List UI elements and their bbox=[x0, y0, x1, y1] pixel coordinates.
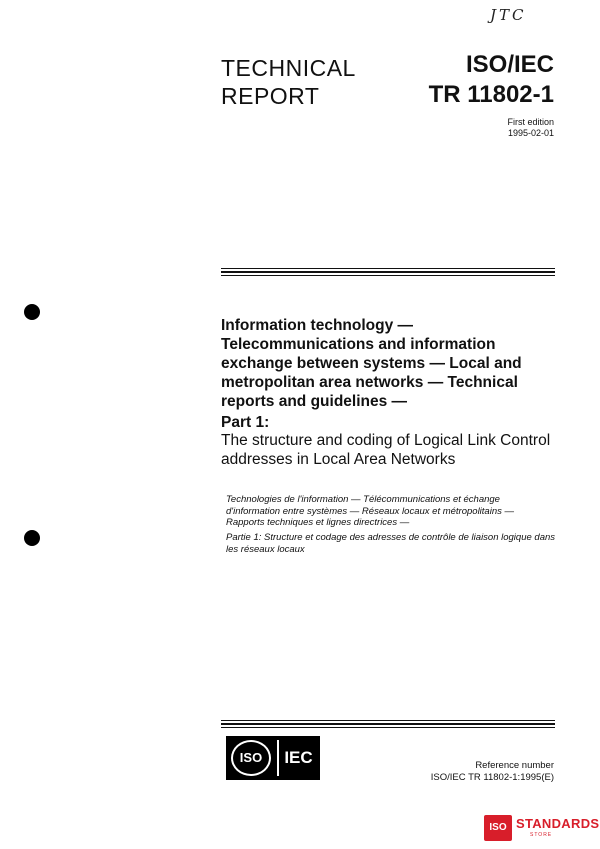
iec-logo: IEC bbox=[277, 740, 318, 776]
bottom-rule-1 bbox=[221, 720, 555, 721]
edition-info bbox=[507, 117, 554, 139]
standard-number bbox=[429, 50, 554, 110]
document-type-line2: REPORT bbox=[221, 83, 320, 109]
watermark-iso-badge: ISO bbox=[484, 815, 512, 841]
divider-rule-2 bbox=[221, 271, 555, 273]
punch-hole-bottom bbox=[24, 530, 40, 546]
part-label: Part 1: bbox=[221, 414, 270, 431]
title-english: Information technology — Telecommunications and information exchange between systems — Local and metropolitan area networks — Technical reports and guidelines — bbox=[221, 317, 522, 410]
reference-number bbox=[431, 760, 554, 783]
edition-date: 1995-02-01 bbox=[507, 128, 554, 138]
document-type-line1: TECHNICAL bbox=[221, 55, 356, 81]
divider-rule-1 bbox=[221, 268, 555, 269]
standard-number-line2: TR 11802-1 bbox=[428, 81, 554, 108]
reference-label: Reference number bbox=[475, 760, 554, 771]
bottom-rule-3 bbox=[221, 727, 555, 728]
document-type bbox=[221, 54, 356, 110]
watermark-text: STANDARDS bbox=[516, 816, 600, 831]
punch-hole-top bbox=[24, 304, 40, 320]
edition-label: First edition bbox=[507, 117, 554, 127]
reference-value: ISO/IEC TR 11802-1:1995(E) bbox=[430, 771, 554, 783]
iso-logo: ISO bbox=[231, 740, 271, 776]
standard-number-line1: ISO/IEC bbox=[465, 51, 554, 78]
title-french: Technologies de l'information — Télécommunications et échange d'information entre systèmes — Réseaux locaux et métropolitains — Rapports techniques et lignes directrices — bbox=[226, 494, 514, 528]
part-title-english: The structure and coding of Logical Link Control addresses in Local Area Networks bbox=[221, 432, 551, 468]
part-title-french: Partie 1: Structure et codage des adresses de contrôle de liaison logique dans les réseaux locaux bbox=[226, 532, 556, 555]
bottom-rule-2 bbox=[221, 723, 555, 725]
divider-rule-3 bbox=[221, 275, 555, 276]
watermark-subtext: STORE bbox=[530, 832, 553, 838]
handwritten-note: JTC bbox=[490, 6, 527, 24]
